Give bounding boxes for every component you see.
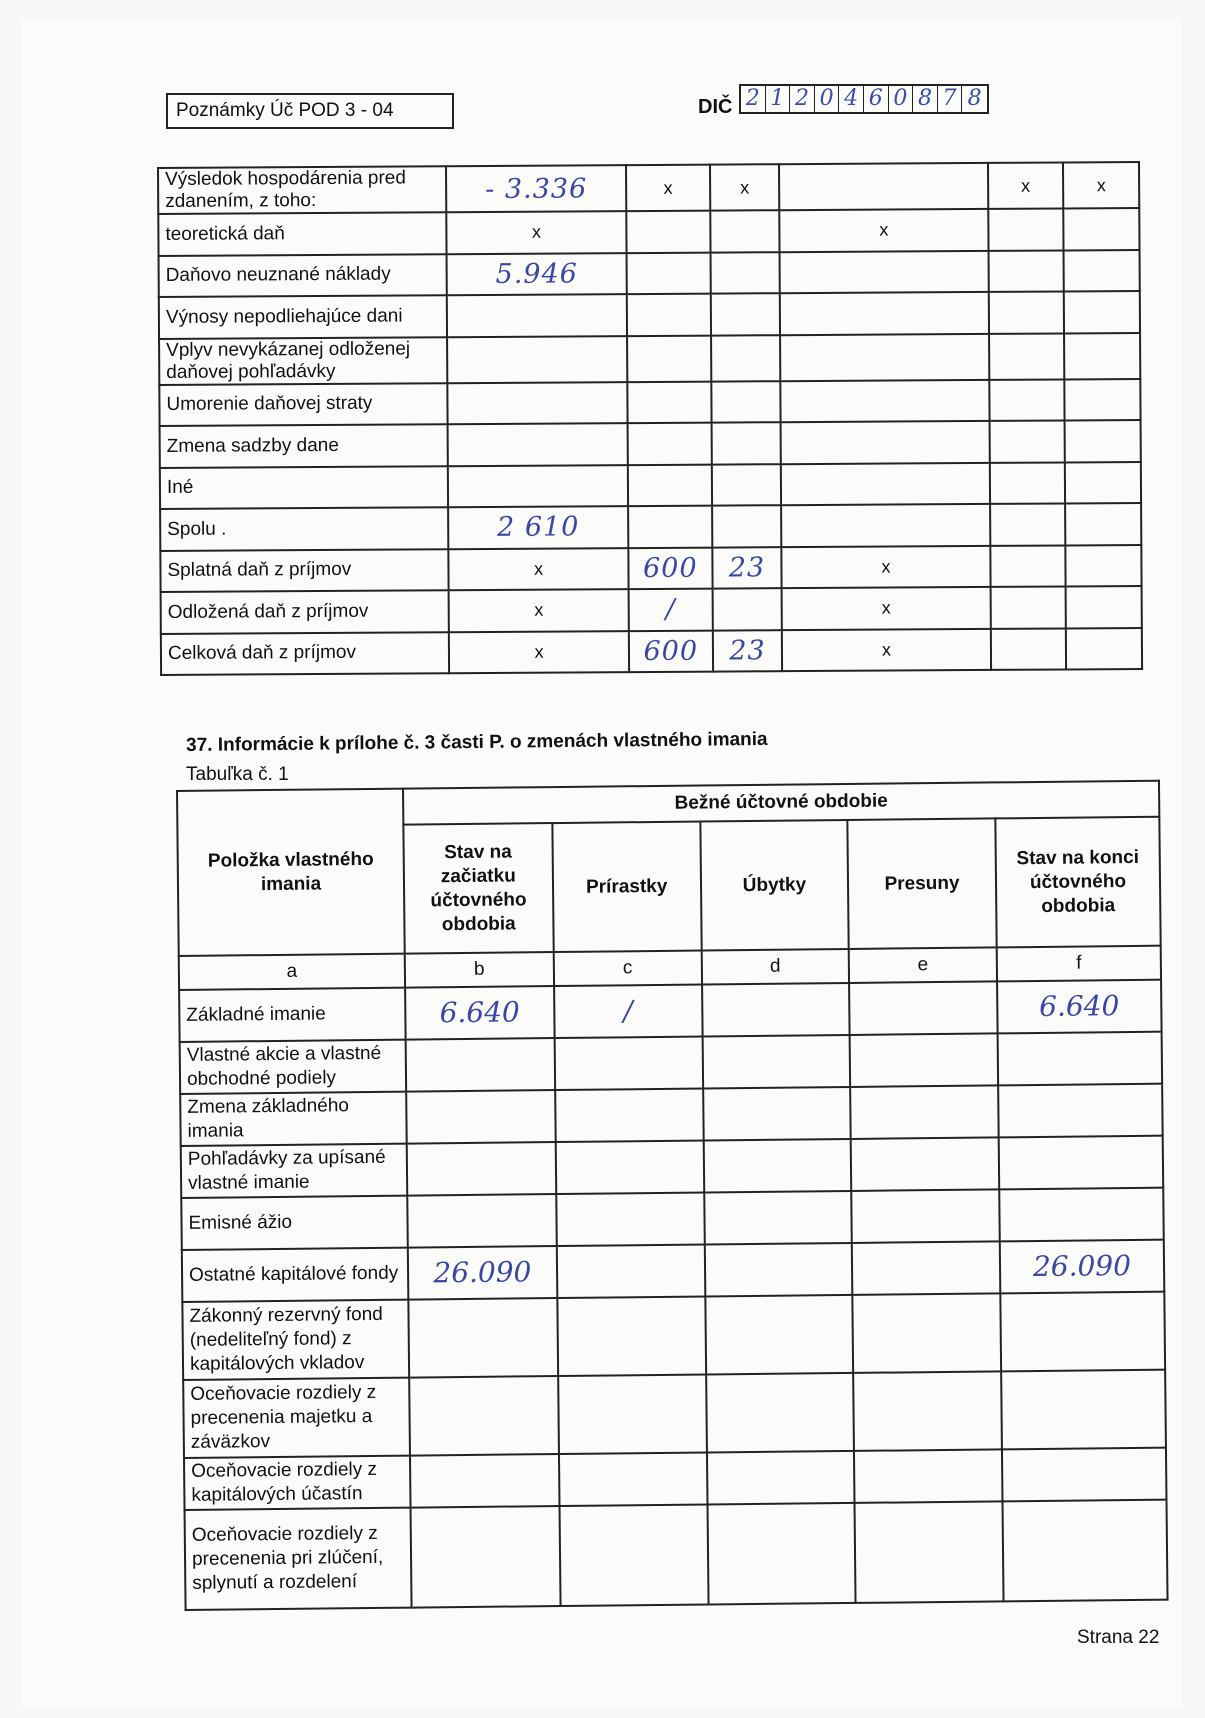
column-letter: b: [405, 952, 554, 988]
row-label: Zmena sadzby dane: [160, 424, 448, 467]
cell-d: [705, 1295, 853, 1375]
table-row: [182, 1292, 1165, 1380]
cell-c: [555, 1088, 704, 1142]
dic-digit: 0: [889, 86, 914, 112]
table-row: [159, 332, 1140, 384]
cell-g: [1065, 378, 1141, 420]
cell-f: 26.090: [1000, 1240, 1165, 1294]
cell-b: 26.090: [408, 1246, 557, 1300]
cell-c: [627, 294, 711, 336]
table-row: [159, 291, 1140, 338]
cell-d: [704, 1243, 852, 1297]
cell-g: [1064, 291, 1140, 333]
cell-f: [988, 250, 1064, 292]
cell-d: 23: [712, 547, 782, 589]
cell-g: [1065, 461, 1141, 503]
cell-b: 5.946: [447, 253, 627, 296]
row-label: Ostatné kapitálové fondy: [182, 1248, 409, 1302]
cell-d: 23: [713, 630, 783, 672]
cell-b: - 3.336: [446, 165, 626, 212]
row-label: Zákonný rezervný fond (nedeliteľný fond) z kapitálových vkladov: [182, 1300, 409, 1380]
cell-b: [447, 336, 627, 383]
table-row: [160, 461, 1141, 508]
cell-b: [448, 465, 628, 508]
cell-b: 2 610: [448, 506, 628, 549]
cell-g: [1064, 249, 1140, 291]
cell-c: [628, 506, 712, 548]
dic-label: DIČ: [698, 96, 733, 118]
header-b: Stav na začiatku účtovného obdobia: [403, 823, 553, 954]
cell-e: [853, 1371, 1002, 1451]
cell-f: [999, 1188, 1164, 1242]
column-letter: d: [701, 949, 849, 985]
cell-d: [703, 1139, 851, 1193]
header-c: Prírastky: [552, 822, 701, 953]
table-row: [185, 1500, 1168, 1610]
cell-g: [1065, 420, 1141, 462]
cell-b: [409, 1376, 558, 1456]
dic-digit: 2: [741, 86, 766, 112]
cell-d: [706, 1373, 854, 1453]
cell-b: [406, 1090, 555, 1144]
dic-digit: 4: [839, 86, 864, 112]
dic-digit: 2: [790, 86, 815, 112]
cell-f: [1002, 1500, 1167, 1602]
cell-c: /: [554, 985, 703, 1039]
cell-b: [406, 1038, 555, 1092]
cell-e: [851, 1137, 999, 1191]
equity-changes-table: [176, 780, 1169, 1611]
cell-e: [781, 462, 990, 505]
cell-c: x: [626, 165, 710, 212]
row-label: Výnosy nepodliehajúce dani: [159, 295, 447, 338]
dic-digit: 1: [766, 86, 791, 112]
cell-e: [780, 333, 989, 380]
cell-e: [780, 292, 989, 335]
cell-b: x: [449, 631, 629, 674]
cell-f: [990, 503, 1066, 545]
row-label: Umorenie daňovej straty: [159, 383, 447, 426]
cell-e: [850, 1085, 998, 1139]
row-label: Pohľadávky za upísané vlastné imanie: [181, 1144, 408, 1198]
row-label: Emisné ážio: [181, 1196, 408, 1250]
form-label: Poznámky Úč POD 3 - 04: [166, 93, 454, 129]
cell-c: [628, 464, 712, 506]
cell-f: [990, 545, 1066, 587]
cell-e: x: [782, 587, 991, 630]
dic-digit-boxes: [739, 84, 989, 114]
row-label: Odložená daň z príjmov: [161, 590, 449, 633]
cell-e: x: [780, 209, 989, 252]
cell-f: [990, 586, 1066, 628]
column-letter: f: [997, 946, 1161, 982]
cell-c: [556, 1244, 705, 1298]
cell-b: 6.640: [405, 986, 554, 1040]
cell-e: [849, 981, 997, 1035]
table-row: [158, 208, 1139, 255]
cell-d: [702, 983, 850, 1037]
header-item-text: Položka vlastného imania: [207, 848, 374, 895]
dic-digit: 0: [815, 86, 840, 112]
cell-g: [1064, 208, 1140, 250]
cell-d: [710, 252, 780, 294]
row-label: Daňovo neuznané náklady: [159, 254, 447, 297]
cell-b: [447, 382, 627, 425]
header-item: [177, 789, 405, 956]
cell-d: [711, 335, 781, 381]
column-letter: a: [179, 954, 405, 990]
cell-g: x: [1063, 162, 1139, 208]
cell-c: [557, 1296, 706, 1376]
header-period: Bežné účtovné obdobie: [403, 781, 1159, 825]
cell-c: [559, 1504, 708, 1606]
row-label: Oceňovacie rozdiely z kapitálových účastín: [184, 1456, 411, 1510]
table-row: [160, 503, 1141, 550]
cell-d: [702, 1035, 850, 1089]
cell-e: [855, 1501, 1004, 1603]
row-label: Zmena základného imania: [180, 1092, 407, 1146]
header-e: Presuny: [847, 818, 996, 949]
cell-b: x: [449, 589, 629, 632]
cell-g: [1066, 544, 1142, 586]
dic-digit: 8: [913, 86, 938, 112]
cell-d: [711, 293, 781, 335]
dic-digit: 8: [967, 86, 982, 111]
cell-d: [703, 1087, 851, 1141]
cell-b: [447, 294, 627, 337]
cell-e: [781, 379, 990, 422]
row-label: Splatná daň z príjmov: [160, 549, 448, 592]
cell-c: [559, 1452, 708, 1506]
table-row: [183, 1370, 1166, 1458]
cell-c: 600: [629, 630, 713, 672]
column-letter: e: [849, 947, 997, 983]
table-row: [160, 544, 1141, 591]
cell-c: [556, 1192, 705, 1246]
dic-digit: 6: [864, 86, 889, 112]
table-subtitle: Tabuľka č. 1: [186, 764, 289, 785]
cell-e: [851, 1189, 999, 1243]
row-label: Výsledok hospodárenia pred zdanením, z toho:: [158, 166, 446, 214]
cell-c: [558, 1374, 707, 1454]
cell-g: [1065, 503, 1141, 545]
cell-f: [989, 333, 1065, 379]
cell-e: [850, 1033, 998, 1087]
cell-e: [852, 1293, 1001, 1373]
row-label: Celková daň z príjmov: [161, 632, 449, 675]
table-row: [161, 627, 1142, 674]
cell-d: [710, 210, 780, 252]
cell-b: [407, 1142, 556, 1196]
table-row: [159, 378, 1140, 425]
cell-f: x: [988, 162, 1064, 208]
column-letter: c: [553, 951, 701, 987]
cell-f: [989, 420, 1065, 462]
cell-d: [704, 1191, 852, 1245]
cell-d: [707, 1451, 855, 1505]
cell-e: x: [782, 545, 991, 588]
cell-d: [712, 588, 782, 630]
row-label: Iné: [160, 466, 448, 509]
cell-d: [712, 464, 782, 506]
cell-c: [555, 1140, 704, 1194]
cell-f: [988, 208, 1064, 250]
cell-b: [410, 1454, 559, 1508]
cell-c: /: [629, 589, 713, 631]
cell-f: [1001, 1370, 1166, 1450]
cell-b: [408, 1298, 557, 1378]
row-label: teoretická daň: [158, 212, 446, 255]
cell-f: 6.640: [997, 980, 1162, 1034]
table-row: [159, 249, 1140, 296]
cell-f: [1002, 1448, 1167, 1502]
cell-c: [627, 381, 711, 423]
cell-g: [1066, 627, 1142, 669]
cell-f: [999, 1136, 1164, 1190]
table-row: [158, 162, 1139, 214]
cell-g: [1064, 332, 1140, 378]
dic-digit: 7: [938, 86, 963, 112]
section-title: 37. Informácie k prílohe č. 3 časti P. o zmenách vlastného imania: [186, 728, 768, 756]
cell-c: [627, 335, 711, 382]
row-label: Spolu .: [160, 507, 448, 550]
cell-b: x: [446, 211, 626, 254]
cell-e: [781, 504, 990, 547]
cell-c: [627, 252, 711, 294]
income-tax-table: [157, 161, 1143, 676]
cell-c: [626, 211, 710, 253]
cell-f: [988, 291, 1064, 333]
table-row: [161, 586, 1142, 633]
header-f: Stav na konci účtovného obdobia: [995, 817, 1160, 948]
cell-e: [779, 163, 988, 210]
cell-f: [998, 1084, 1163, 1138]
cell-f: [991, 628, 1067, 670]
cell-e: [780, 250, 989, 293]
cell-e: [781, 421, 990, 464]
cell-b: [411, 1506, 561, 1608]
cell-d: x: [710, 164, 780, 210]
row-label: Základné imanie: [179, 988, 406, 1042]
table-row: [160, 420, 1141, 467]
page-number: Strana 22: [1077, 1627, 1160, 1648]
cell-d: [707, 1503, 855, 1605]
cell-d: [711, 422, 781, 464]
cell-e: [852, 1241, 1000, 1295]
cell-b: [407, 1194, 556, 1248]
cell-c: [628, 423, 712, 465]
header-d: Úbytky: [700, 820, 849, 951]
row-label: Vlastné akcie a vlastné obchodné podiely: [180, 1040, 407, 1094]
cell-b: [448, 423, 628, 466]
cell-e: x: [782, 628, 991, 671]
row-label: Oceňovacie rozdiely z precenenia pri zlúčení, splynutí a rozdelení: [185, 1508, 412, 1610]
cell-d: [712, 505, 782, 547]
cell-e: [854, 1449, 1002, 1503]
cell-b: x: [448, 548, 628, 591]
cell-f: [989, 379, 1065, 421]
cell-c: [554, 1037, 703, 1091]
cell-d: [711, 381, 781, 423]
row-label: Vplyv nevykázanej odloženej daňovej pohľadávky: [159, 337, 447, 385]
cell-f: [990, 462, 1066, 504]
cell-g: [1066, 586, 1142, 628]
cell-c: 600: [628, 547, 712, 589]
row-label: Oceňovacie rozdiely z precenenia majetku a záväzkov: [183, 1378, 410, 1458]
cell-f: [1000, 1292, 1165, 1372]
cell-f: [998, 1032, 1163, 1086]
